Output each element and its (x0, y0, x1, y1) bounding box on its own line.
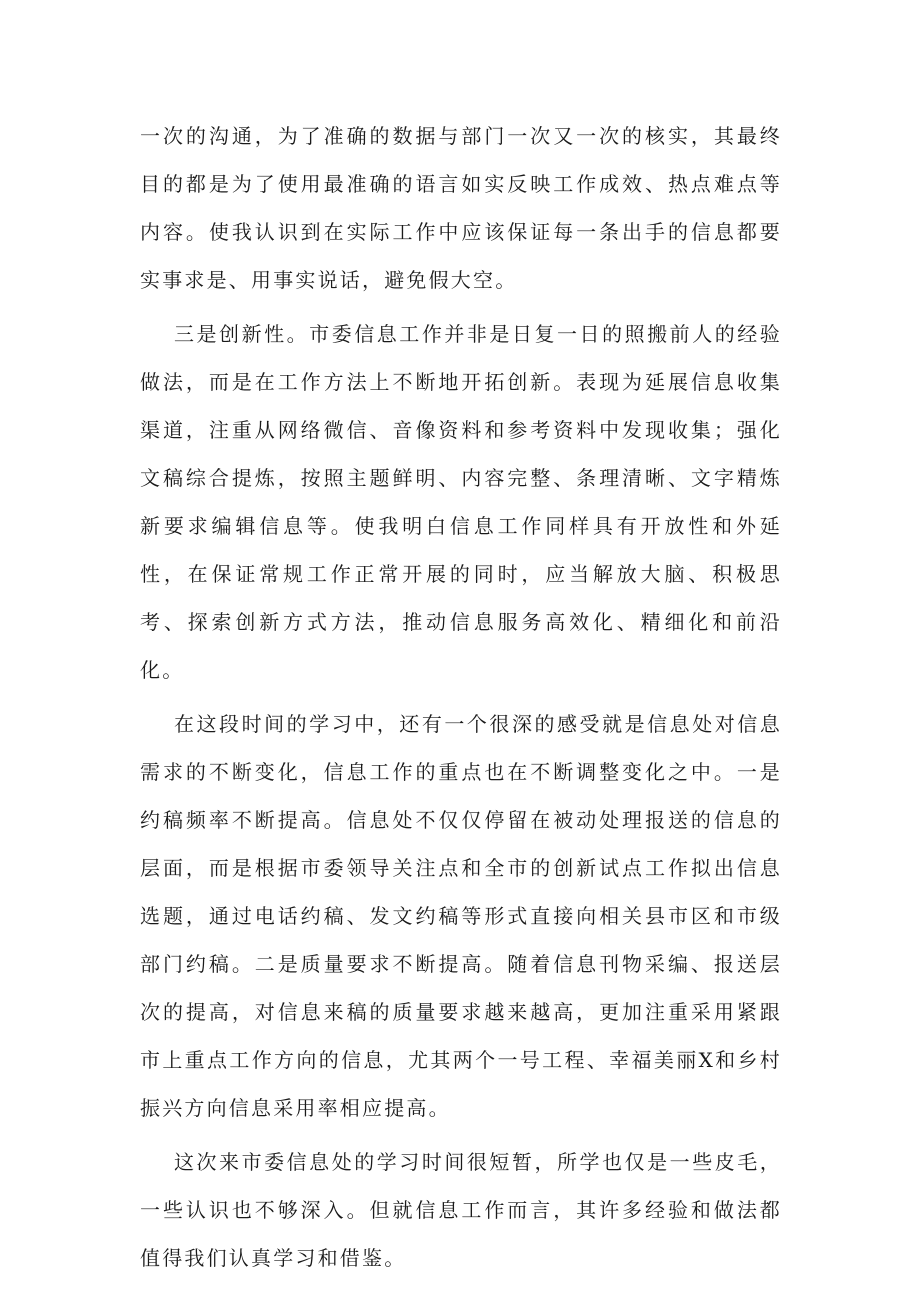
document-body (140, 112, 782, 1282)
paragraph-continuation: 一次的沟通，为了准确的数据与部门一次又一次的核实，其最终目的都是为了使用最准确的语言如实反映工作成效、热点难点等内容。使我认识到在实际工作中应该保证每一条出手的信息都要实事求是、用事实说话，避免假大空。 (140, 124, 782, 292)
paragraph-conclusion: 这次来市委信息处的学习时间很短暂，所学也仅是一些皮毛，一些认识也不够深入。但就信息工作而言，其许多经验和做法都值得我们认真学习和借鉴。 (140, 1150, 782, 1270)
paragraph-innovation: 三是创新性。市委信息工作并非是日复一日的照搬前人的经验做法，而是在工作方法上不断地开拓创新。表现为延展信息收集渠道，注重从网络微信、音像资料和参考资料中发现收集；强化文稿综合提炼，按照主题鲜明、内容完整、条理清晰、文字精炼新要求编辑信息等。使我明白信息工作同样具有开放性和外延性，在保证常规工作正常开展的同时，应当解放大脑、积极思考、探索创新方式方法，推动信息服务高效化、精细化和前沿化。 (140, 322, 782, 682)
paragraph-changing-demands: 在这段时间的学习中，还有一个很深的感受就是信息处对信息需求的不断变化，信息工作的重点也在不断调整变化之中。一是约稿频率不断提高。信息处不仅仅停留在被动处理报送的信息的层面，而是根据市委领导关注点和全市的创新试点工作拟出信息选题，通过电话约稿、发文约稿等形式直接向相关县市区和市级部门约稿。二是质量要求不断提高。随着信息刊物采编、报送层次的提高，对信息来稿的质量要求越来越高，更加注重采用紧跟市上重点工作方向的信息，尤其两个一号工程、幸福美丽X和乡村振兴方向信息采用率相应提高。 (140, 712, 782, 1120)
